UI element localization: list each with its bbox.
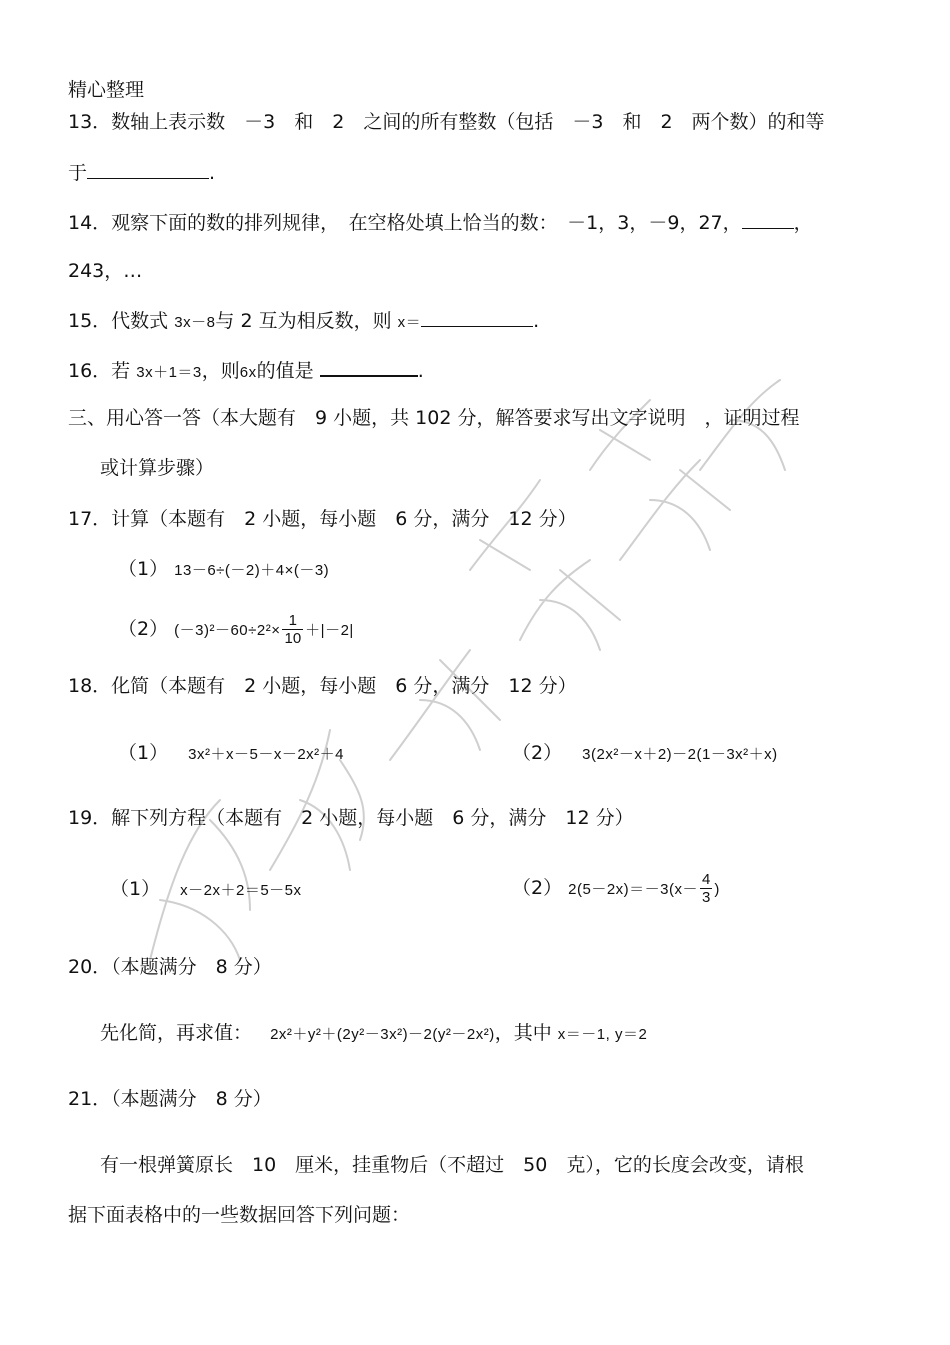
q14-line2: 243，…: [68, 260, 143, 282]
q21-title: 21．（本题满分 8 分）: [68, 1088, 272, 1110]
q17-p1-expression: 13－6÷(－2)＋4×(－3): [174, 562, 330, 579]
q17-p1-label: （1）: [118, 558, 169, 580]
q17-p2-fraction: [282, 612, 303, 647]
q18-title: 18．化简（本题有 2 小题，每小题 6 分，满分 12 分）: [68, 675, 577, 697]
q18-p2-label: （2）: [512, 742, 563, 764]
q16-answer-blank[interactable]: [320, 357, 418, 377]
section3-heading-cont: 或计算步骤）: [100, 457, 215, 479]
q17-p2-frac-num: 1: [282, 612, 303, 630]
q15-expression: 3x－8: [174, 314, 216, 331]
q19-p2-fraction: [700, 871, 712, 906]
q17-p2-expression-b: ＋|－2|: [305, 622, 354, 639]
q13-answer-blank[interactable]: [87, 160, 209, 179]
q15-answer-blank[interactable]: [421, 308, 533, 327]
q19-p2-frac-den: 3: [702, 889, 711, 906]
section3-heading: 三、用心答一答（本大题有 9 小题，共 102 分，解答要求写出文字说明 ，证明过程: [68, 407, 800, 429]
q15-line: [68, 308, 539, 335]
q18-p1-expression: 3x²＋x－5－x－2x²＋4: [188, 746, 345, 763]
q20-condition: x＝－1, y＝2: [557, 1026, 648, 1043]
q15-variable: x＝: [397, 314, 422, 331]
q20-middle: ，其中: [494, 1022, 552, 1044]
q15-prefix: 15．代数式: [68, 310, 169, 332]
q16-tail: 的值是: [256, 360, 314, 382]
q19-p2-expression-a: 2(5－2x)＝－3(x－: [568, 881, 698, 898]
q20-expression: 2x²＋y²＋(2y²－3x²)－2(y²－2x²): [270, 1026, 495, 1043]
q17-part1: [118, 557, 329, 583]
q14-answer-blank[interactable]: [742, 210, 794, 229]
q16-prefix: 16．若: [68, 360, 131, 382]
q16-line: [68, 357, 424, 385]
q13-line2: [68, 160, 215, 185]
q16-middle: ，则: [201, 360, 240, 382]
q15-middle: 与 2 互为相反数，则: [215, 310, 392, 332]
q16-suffix: .: [417, 360, 424, 382]
q17-title: 17．计算（本题有 2 小题，每小题 6 分，满分 12 分）: [68, 508, 577, 530]
q13-line1: 13．数轴上表示数 －3 和 2 之间的所有整数（包括 －3 和 2 两个数）的和等: [68, 111, 825, 133]
q19-p1-label: （1）: [110, 878, 161, 900]
q19-p2-label: （2）: [512, 877, 563, 899]
q14-line1: [68, 210, 813, 235]
q17-part2: [118, 612, 354, 648]
q15-suffix: .: [533, 310, 540, 332]
q18-part2: [512, 741, 778, 767]
q20-body: [100, 1021, 647, 1047]
page-header: 精心整理: [68, 79, 145, 101]
q17-p2-frac-den: 10: [284, 630, 302, 647]
q17-p2-label: （2）: [118, 618, 169, 640]
q19-p2-expression-b: ): [714, 881, 720, 898]
q18-part1: [118, 741, 344, 767]
q19-part1: [110, 877, 302, 903]
q13-prefix: 于: [68, 162, 88, 184]
q18-p2-expression: 3(2x²－x＋2)－2(1－3x²＋x): [582, 746, 778, 763]
q14-tail: ，: [793, 212, 813, 234]
q19-p1-expression: x－2x＋2＝5－5x: [180, 882, 302, 899]
q20-title: 20．（本题满分 8 分）: [68, 956, 272, 978]
q17-p2-expression-a: (－3)²－60÷2²×: [174, 622, 281, 639]
q18-p1-label: （1）: [118, 742, 169, 764]
q16-expression: 3x＋1＝3: [136, 364, 202, 381]
q21-line1: 有一根弹簧原长 10 厘米，挂重物后（不超过 50 克），它的长度会改变，请根: [100, 1154, 804, 1176]
q20-prefix: 先化简，再求值：: [100, 1022, 253, 1044]
q16-variable: 6x: [239, 364, 257, 381]
q13-suffix: .: [209, 162, 216, 184]
q19-part2: [512, 871, 720, 907]
q21-line2: 据下面表格中的一些数据回答下列问题：: [68, 1204, 411, 1226]
q19-title: 19．解下列方程（本题有 2 小题，每小题 6 分，满分 12 分）: [68, 807, 634, 829]
q19-p2-frac-num: 4: [702, 871, 711, 888]
q14-text: 14．观察下面的数的排列规律， 在空格处填上恰当的数： －1，3，－9，27，: [68, 212, 742, 234]
